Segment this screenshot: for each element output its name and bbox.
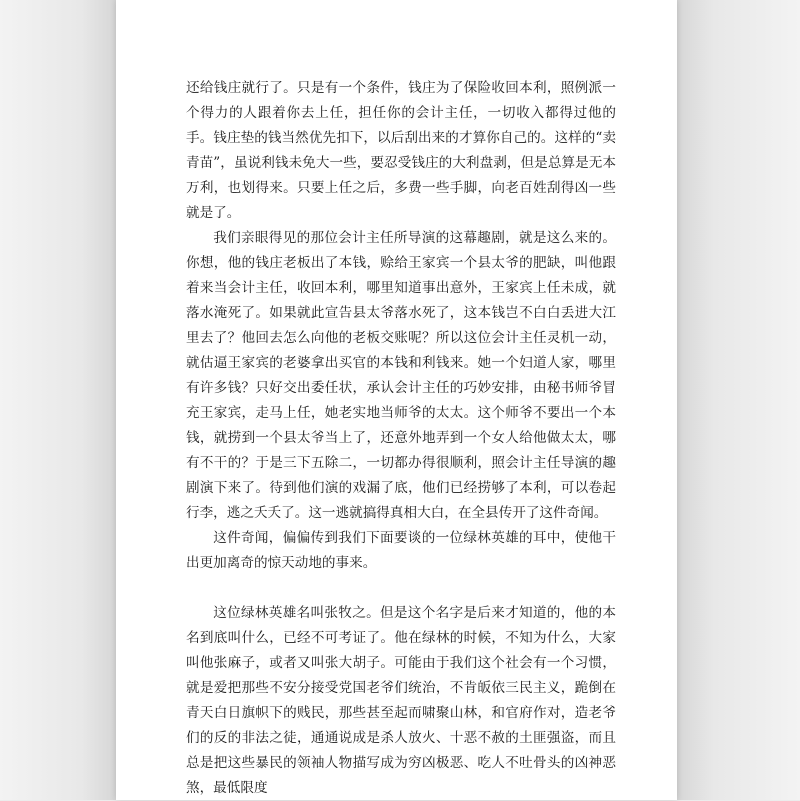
book-page bbox=[116, 0, 677, 800]
paragraph-4: 这位绿林英雄名叫张牧之。但是这个名字是后来才知道的，他的本名到底叫什么，已经不可考证了。他在绿林的时候，不知为什么，大家叫他张麻子，或者又叫张大胡子。可能由于我们这个社会有一个习惯，就是爱把那些不安分接受党国老爷们统治，不肯皈依三民主义，跪倒在青天白日旗帜下的贱民，那些甚至起而啸聚山林，和官府作对，造老爷们的反的非法之徒，通通说成是杀人放火、十恶不赦的土匪强盗，而且总是把这些暴民的领袖人物描写成为穷凶极恶、吃人不吐骨头的凶神恶煞，最低限度 bbox=[186, 605, 616, 796]
paragraph-3: 这件奇闻，偏偏传到我们下面要谈的一位绿林英雄的耳中，使他干出更加离奇的惊天动地的事来。 bbox=[186, 530, 616, 571]
left-background bbox=[0, 0, 116, 800]
paragraph-2: 我们亲眼得见的那位会计主任所导演的这幕趣剧，就是这么来的。你想，他的钱庄老板出了本钱，赊给王家宾一个县太爷的肥缺，叫他跟着来当会计主任，收回本利，哪里知道事出意外，王家宾上任未成，就落水淹死了。如果就此宣告县太爷落水死了，这本钱岂不白白丢进大江里去了？他回去怎么向他的老板交账呢？所以这位会计主任灵机一动，就估逼王家宾的老婆拿出买官的本钱和利钱来。她一个妇道人家，哪里有许多钱？只好交出委任状，承认会计主任的巧妙安排，由秘书师爷冒充王家宾，走马上任，她老实地当师爷的太太。这个师爷不要出一个本钱，就捞到一个县太爷当上了，还意外地弄到一个女人给他做太太，哪有不干的？于是三下五除二，一切都办得很顺利，照会计主任导演的趣剧演下来了。待到他们演的戏漏了底，他们已经捞够了本利，可以卷起行李，逃之夭夭了。这一逃就搞得真相大白，在全县传开了这件奇闻。 bbox=[186, 230, 616, 521]
page-body-text bbox=[186, 76, 616, 801]
paragraph-1: 还给钱庄就行了。只是有一个条件，钱庄为了保险收回本利，照例派一个得力的人跟着你去上任，担任你的会计主任，一切收入都得过他的手。钱庄垫的钱当然优先扣下，以后刮出来的才算你自己的。这样的“卖青苗”，虽说利钱未免大一些，要忍受钱庄的大利盘剥，但是总算是无本万利，也划得来。只要上任之后，多费一些手脚，向老百姓刮得凶一些就是了。 bbox=[186, 80, 616, 221]
right-background bbox=[677, 0, 800, 800]
